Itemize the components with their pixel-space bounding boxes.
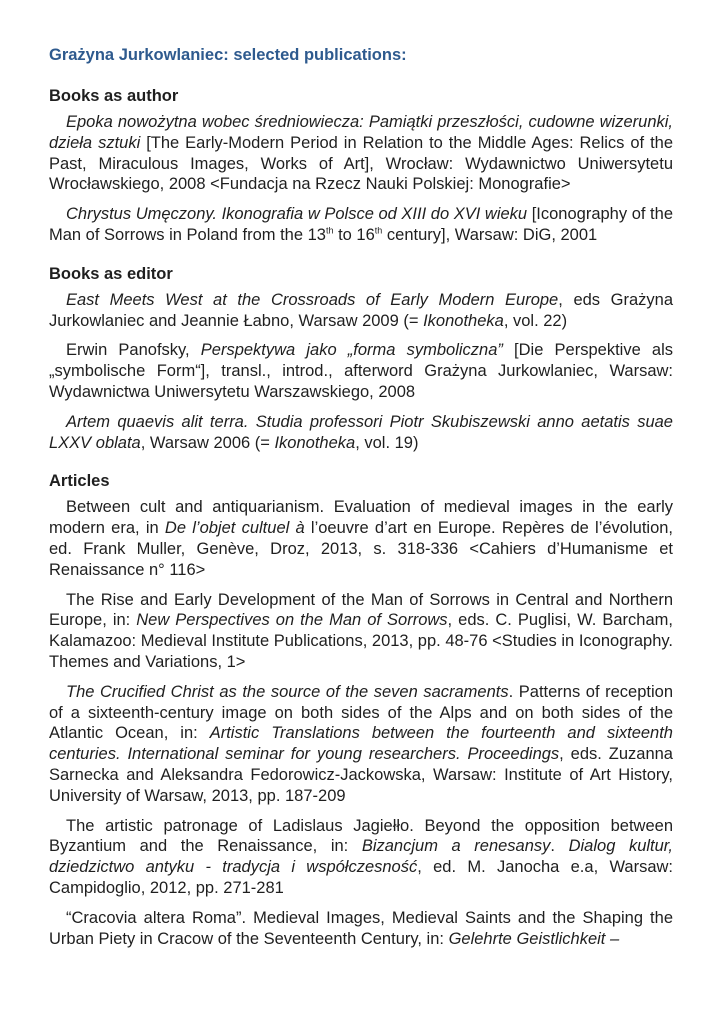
section-heading: Articles [49, 472, 110, 491]
italic-title-text: Artistic Translations between the fourteenth and sixteenth centuries. International seminar for young researchers. Proceedings [49, 724, 673, 764]
italic-title-text: Bizancjum a renesansy [361, 837, 551, 856]
superscript-text: th [325, 225, 334, 236]
entry-text: “Cracovia altera Roma”. Medieval Images, Medieval Saints and the Shaping the Urban Piety in Cracow of the Seventeenth Century, in: [49, 908, 673, 948]
publication-section [49, 263, 673, 454]
publication-entry [49, 497, 673, 580]
entry-text: to 16 [333, 225, 375, 244]
publication-section [49, 470, 673, 949]
italic-title-text: East Meets West at the Crossroads of Early Modern Europe [66, 290, 559, 309]
italic-title-text: Chrystus Umęczony. Ikonografia w Polsce od XIII do XVI wieku [66, 205, 528, 224]
publication-entry [49, 112, 673, 195]
italic-title-text: The Crucified Christ as the source of the seven sacraments [66, 682, 509, 701]
publication-section [49, 85, 673, 246]
entry-text: , vol. 19) [355, 433, 419, 452]
publication-entry [49, 290, 673, 332]
italic-title-text: New Perspectives on the Man of Sorrows [136, 611, 448, 630]
italic-title-text: Artem quaevis alit terra. Studia professori Piotr Skubiszewski anno aetatis suae LXXV oblata [49, 412, 673, 452]
document-title: Grażyna Jurkowlaniec: selected publications: [49, 46, 407, 64]
italic-title-text: De l’objet cultuel à [164, 519, 305, 538]
entry-text: Erwin Panofsky, [66, 341, 201, 360]
superscript-text: th [374, 225, 383, 236]
entry-text: , eds. Zuzanna Sarnecka and Aleksandra Fedorowicz-Jackowska, Warsaw: Institute of Art History, University of Warsaw, 2013, pp. 187-209 [49, 745, 673, 805]
italic-title-text: Perspektywa jako „forma symboliczna” [200, 341, 503, 360]
entry-text: , eds Grażyna Jurkowlaniec and Jeannie Łabno, Warsaw 2009 (= [49, 290, 674, 330]
entry-text: l’oeuvre d’art en Europe. Repères de l’évolution, ed. Frank Muller, Genève, Droz, 2013, s. 318-336 <Cahiers d’Humanisme et Renaissance n° 116> [49, 519, 674, 579]
italic-title-text: Ikonotheka [274, 433, 356, 452]
publication-entry [49, 816, 673, 899]
publication-entry [49, 340, 673, 402]
publication-entry [49, 590, 673, 673]
italic-title-text: Gelehrte Geistlichkeit – [448, 929, 620, 948]
publication-entry [49, 682, 673, 807]
entry-text: The artistic patronage of Ladislaus Jagiełło. Beyond the opposition between Byzantium and the Renaissance, in: [49, 816, 673, 856]
entry-text: The Rise and Early Development of the Man of Sorrows in Central and Northern Europe, in: [49, 590, 673, 630]
entry-text: Between cult and antiquarianism. Evaluation of medieval images in the early modern era, in [49, 498, 673, 538]
section-heading: Books as author [49, 87, 179, 105]
entry-text: century], Warsaw: DiG, 2001 [382, 225, 598, 244]
entry-text: [The Early-Modern Period in Relation to the Middle Ages: Relics of the Past, Miraculous Images, Works of Art], Wrocław: Wydawnictwo Uniwersytetu Wrocławskiego, 2008 <Fundacja na Rzecz Nauki Polskiej: Monografie> [49, 133, 674, 194]
publication-entry [49, 204, 673, 246]
entry-text: [Iconography of the Man of Sorrows in Poland from the 13 [49, 205, 673, 244]
entry-text: [Die Perspektive als „symbolische Form“], transl., introd., afterword Grażyna Jurkowlaniec, Warsaw: Wydawnictwa Uniwersytetu Warszawskiego, 2008 [49, 341, 673, 401]
entry-text: . Patterns of reception of a sixteenth-century image on both sides of the Alps and on both sides of the Atlantic Ocean, in: [49, 682, 673, 743]
publication-entry [49, 412, 673, 454]
entry-text: , ed. M. Janocha e.a, Warsaw: Campidoglio, 2012, pp. 271-281 [49, 858, 673, 897]
publication-sections [49, 85, 673, 949]
italic-title-text: Dialog kultur, dziedzictwo antyku - tradycja i współczesność [49, 837, 673, 877]
section-heading: Books as editor [49, 264, 173, 283]
italic-title-text: Epoka nowożytna wobec średniowiecza: Pamiątki przeszłości, cudowne wizerunki, dzieła sztuki [49, 113, 673, 152]
italic-title-text: Ikonotheka [423, 311, 504, 330]
entry-text: , eds. C. Puglisi, W. Barcham, Kalamazoo: Medieval Institute Publications, 2013, pp. 48-76 <Studies in Iconography. Themes and Variations, 1> [49, 611, 673, 671]
entry-text: , Warsaw 2006 (= [140, 433, 275, 452]
entry-text: , vol. 22) [503, 311, 568, 330]
entry-text: . [550, 837, 569, 856]
publication-entry [49, 908, 673, 950]
